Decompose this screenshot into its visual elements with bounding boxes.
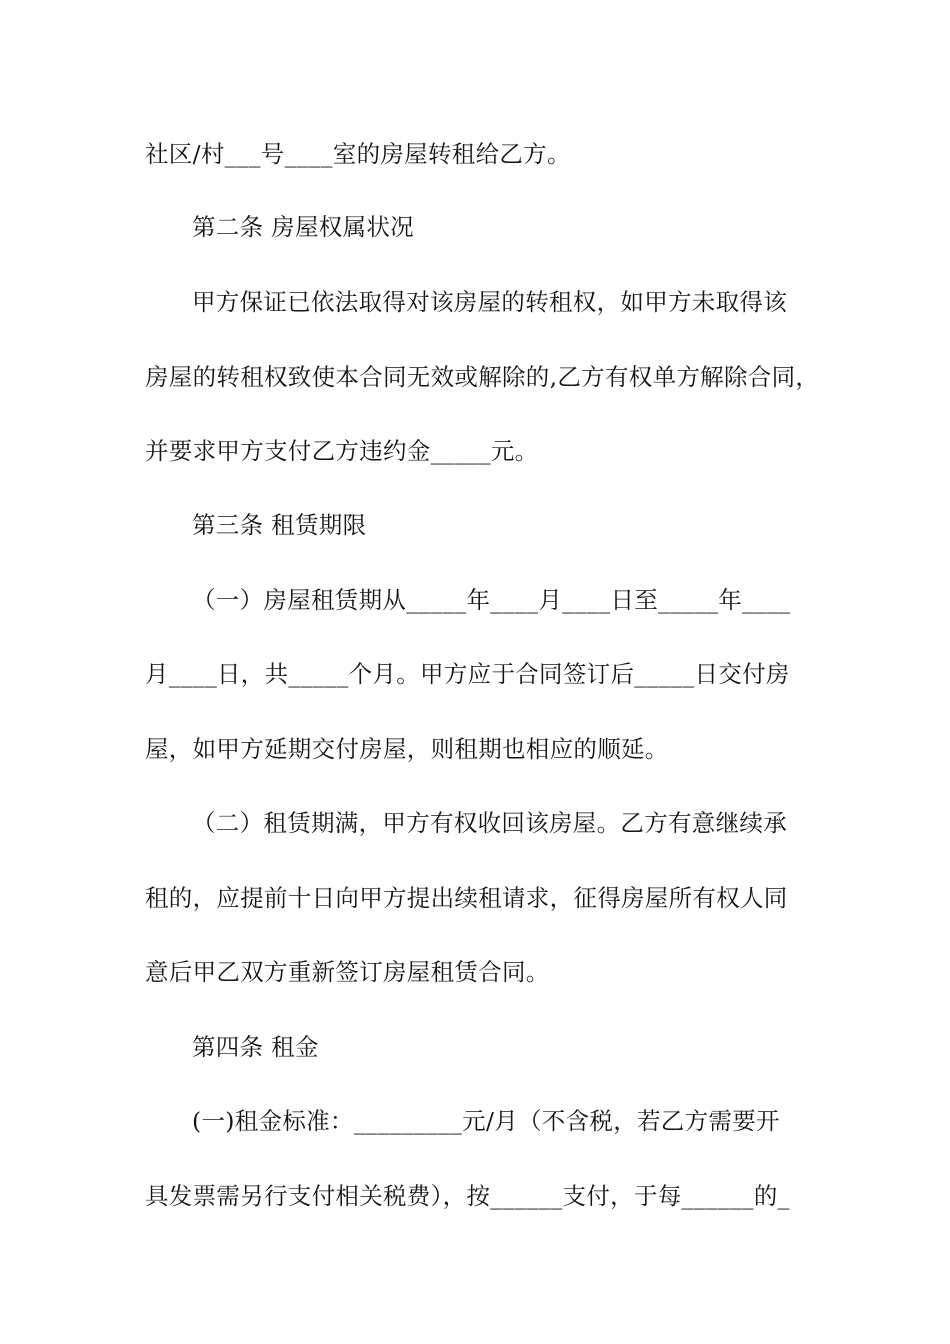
paragraph-line: 租的，应提前十日向甲方提出续租请求，征得房屋所有权人同 (145, 884, 788, 912)
paragraph-line: 意后甲乙双方重新签订房屋租赁合同。 (145, 958, 550, 986)
paragraph-line: 屋，如甲方延期交付房屋，则租期也相应的顺延。 (145, 735, 669, 763)
article-heading: 第二条 房屋权属状况 (192, 213, 414, 241)
paragraph-line: （二）租赁期满，甲方有权收回该房屋。乙方有意继续承 (192, 809, 787, 837)
paragraph-line: 房屋的转租权致使本合同无效或解除的,乙方有权单方解除合同， (145, 363, 820, 391)
paragraph-line: 具发票需另行支付相关税费），按______支付，于每______的_ (145, 1182, 790, 1210)
paragraph-line: 月____日，共_____个月。甲方应于合同签订后_____日交付房 (145, 660, 790, 688)
article-heading: 第三条 租赁期限 (192, 511, 367, 539)
paragraph-line: （一）房屋租赁期从_____年____月____日至_____年____ (192, 586, 791, 614)
paragraph-line: (一)租金标准：_________元/月（不含税，若乙方需要开 (192, 1107, 780, 1135)
paragraph-line: 甲方保证已依法取得对该房屋的转租权，如甲方未取得该 (192, 288, 787, 316)
paragraph-line: 并要求甲方支付乙方违约金_____元。 (145, 437, 539, 465)
article-heading: 第四条 租金 (192, 1033, 319, 1061)
paragraph-line: 社区/村___号____室的房屋转租给乙方。 (145, 140, 571, 168)
